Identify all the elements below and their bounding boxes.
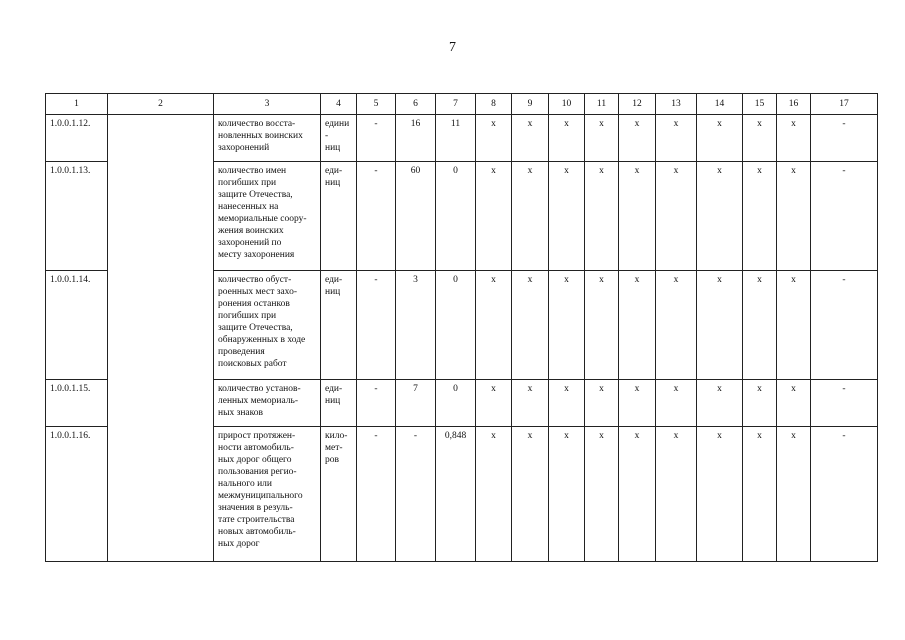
header-cell: 8 [476, 94, 512, 115]
value-cell-14: x [697, 427, 743, 562]
unit-line: кило- [325, 431, 348, 441]
value-cell-8: x [476, 271, 512, 380]
indicator-name-line: ленных мемориаль- [218, 396, 298, 406]
value-cell-9: x [512, 162, 549, 271]
value-cell-13: x [656, 427, 697, 562]
indicator-name [214, 162, 321, 271]
value-cell-11: x [585, 115, 619, 162]
table-row [46, 115, 878, 162]
indicator-name-line: ных дорог общего [218, 455, 292, 465]
value-cell-12: x [619, 115, 656, 162]
indicator-name-line: захоронений по [218, 238, 282, 248]
unit [321, 380, 357, 427]
unit-line: ниц [325, 143, 341, 153]
indicator-name-line: погибших при [218, 311, 277, 321]
value-cell-11: x [585, 271, 619, 380]
value-cell-5: - [357, 380, 396, 427]
unit [321, 427, 357, 562]
indicator-name-line: количество имен [218, 166, 287, 176]
row-code: 1.0.0.1.13. [46, 162, 108, 271]
indicator-name-line: захоронений [218, 143, 270, 153]
indicator-name-line: тате строительства [218, 515, 295, 525]
value-cell-13: x [656, 115, 697, 162]
indicator-name-line: нального или [218, 479, 272, 489]
value-cell-15: x [743, 115, 777, 162]
value-cell-15: x [743, 427, 777, 562]
indicator-name [214, 380, 321, 427]
indicator-name-line: количество обуст- [218, 275, 292, 285]
row-code: 1.0.0.1.12. [46, 115, 108, 162]
value-cell-17: - [811, 427, 878, 562]
unit [321, 115, 357, 162]
header-cell: 2 [108, 94, 214, 115]
header-cell: 1 [46, 94, 108, 115]
unit-line: ров [325, 455, 339, 465]
indicator-name-line: ности автомобиль- [218, 443, 294, 453]
unit-line: ниц [325, 287, 341, 297]
value-cell-16: x [777, 271, 811, 380]
indicator-name-line: новых автомобиль- [218, 527, 296, 537]
value-cell-6: 60 [396, 162, 436, 271]
indicator-name-line: защите Отечества, [218, 190, 293, 200]
value-cell-16: x [777, 115, 811, 162]
header-row [46, 94, 878, 115]
value-cell-10: x [549, 271, 585, 380]
indicator-name-line: количество восста- [218, 119, 296, 129]
value-cell-9: x [512, 380, 549, 427]
value-cell-11: x [585, 162, 619, 271]
value-cell-11: x [585, 380, 619, 427]
header-cell: 6 [396, 94, 436, 115]
header-cell: 17 [811, 94, 878, 115]
value-cell-7: 0 [436, 271, 476, 380]
header-cell: 3 [214, 94, 321, 115]
value-cell-17: - [811, 115, 878, 162]
value-cell-14: x [697, 271, 743, 380]
indicator-name-line: обнаруженных в ходе [218, 335, 306, 345]
unit-line: еди- [325, 275, 343, 285]
unit-line: едини- [325, 119, 350, 141]
value-cell-12: x [619, 162, 656, 271]
value-cell-8: x [476, 427, 512, 562]
value-cell-6: 7 [396, 380, 436, 427]
row-code: 1.0.0.1.15. [46, 380, 108, 427]
value-cell-9: x [512, 271, 549, 380]
indicator-name-line: мемориальные соору- [218, 214, 307, 224]
indicator-name-line: ных знаков [218, 408, 264, 418]
value-cell-13: x [656, 162, 697, 271]
value-cell-17: - [811, 380, 878, 427]
indicator-name-line: прирост протяжен- [218, 431, 296, 441]
value-cell-6: 16 [396, 115, 436, 162]
indicators-table [45, 93, 878, 562]
value-cell-6: 3 [396, 271, 436, 380]
unit-line: мет- [325, 443, 343, 453]
indicator-name [214, 271, 321, 380]
value-cell-15: x [743, 162, 777, 271]
group-cell [108, 115, 214, 562]
indicator-name-line: поисковых работ [218, 359, 287, 369]
unit-line: еди- [325, 384, 343, 394]
value-cell-14: x [697, 162, 743, 271]
header-cell: 16 [777, 94, 811, 115]
value-cell-7: 11 [436, 115, 476, 162]
value-cell-5: - [357, 162, 396, 271]
indicator-name-line: роенных мест захо- [218, 287, 297, 297]
unit-line: еди- [325, 166, 343, 176]
indicator-name-line: ных дорог [218, 539, 260, 549]
page-number: 7 [449, 40, 456, 55]
value-cell-10: x [549, 427, 585, 562]
indicator-name-line: погибших при [218, 178, 277, 188]
row-code: 1.0.0.1.14. [46, 271, 108, 380]
unit-line: ниц [325, 396, 341, 406]
value-cell-13: x [656, 380, 697, 427]
value-cell-11: x [585, 427, 619, 562]
header-cell: 13 [656, 94, 697, 115]
value-cell-13: x [656, 271, 697, 380]
header-cell: 11 [585, 94, 619, 115]
indicator-name-line: количество установ- [218, 384, 301, 394]
header-cell: 9 [512, 94, 549, 115]
unit [321, 271, 357, 380]
value-cell-12: x [619, 427, 656, 562]
value-cell-5: - [357, 427, 396, 562]
value-cell-8: x [476, 162, 512, 271]
value-cell-12: x [619, 271, 656, 380]
indicator-name-line: защите Отечества, [218, 323, 293, 333]
value-cell-17: - [811, 271, 878, 380]
value-cell-17: - [811, 162, 878, 271]
value-cell-8: x [476, 115, 512, 162]
value-cell-16: x [777, 380, 811, 427]
value-cell-10: x [549, 162, 585, 271]
value-cell-10: x [549, 115, 585, 162]
unit [321, 162, 357, 271]
value-cell-8: x [476, 380, 512, 427]
indicator-name-line: жения воинских [218, 226, 284, 236]
value-cell-14: x [697, 115, 743, 162]
value-cell-14: x [697, 380, 743, 427]
value-cell-6: - [396, 427, 436, 562]
indicator-name-line: месту захоронения [218, 250, 295, 260]
unit-line: ниц [325, 178, 341, 188]
value-cell-5: - [357, 271, 396, 380]
value-cell-12: x [619, 380, 656, 427]
row-code: 1.0.0.1.16. [46, 427, 108, 562]
indicator-name-line: пользования регио- [218, 467, 297, 477]
indicator-name-line: новленных воинских [218, 131, 303, 141]
table-body [46, 115, 878, 562]
value-cell-15: x [743, 271, 777, 380]
value-cell-10: x [549, 380, 585, 427]
value-cell-16: x [777, 427, 811, 562]
header-cell: 15 [743, 94, 777, 115]
indicator-name-line: нанесенных на [218, 202, 279, 212]
value-cell-7: 0 [436, 380, 476, 427]
value-cell-7: 0 [436, 162, 476, 271]
indicator-name [214, 427, 321, 562]
header-cell: 7 [436, 94, 476, 115]
indicator-name [214, 115, 321, 162]
value-cell-16: x [777, 162, 811, 271]
header-cell: 5 [357, 94, 396, 115]
value-cell-7: 0,848 [436, 427, 476, 562]
value-cell-15: x [743, 380, 777, 427]
value-cell-9: x [512, 427, 549, 562]
header-cell: 10 [549, 94, 585, 115]
value-cell-5: - [357, 115, 396, 162]
header-cell: 14 [697, 94, 743, 115]
header-cell: 4 [321, 94, 357, 115]
indicator-name-line: межмуниципального [218, 491, 303, 501]
indicator-name-line: проведения [218, 347, 265, 357]
indicator-name-line: ронения останков [218, 299, 290, 309]
indicator-name-line: значения в резуль- [218, 503, 293, 513]
value-cell-9: x [512, 115, 549, 162]
header-cell: 12 [619, 94, 656, 115]
